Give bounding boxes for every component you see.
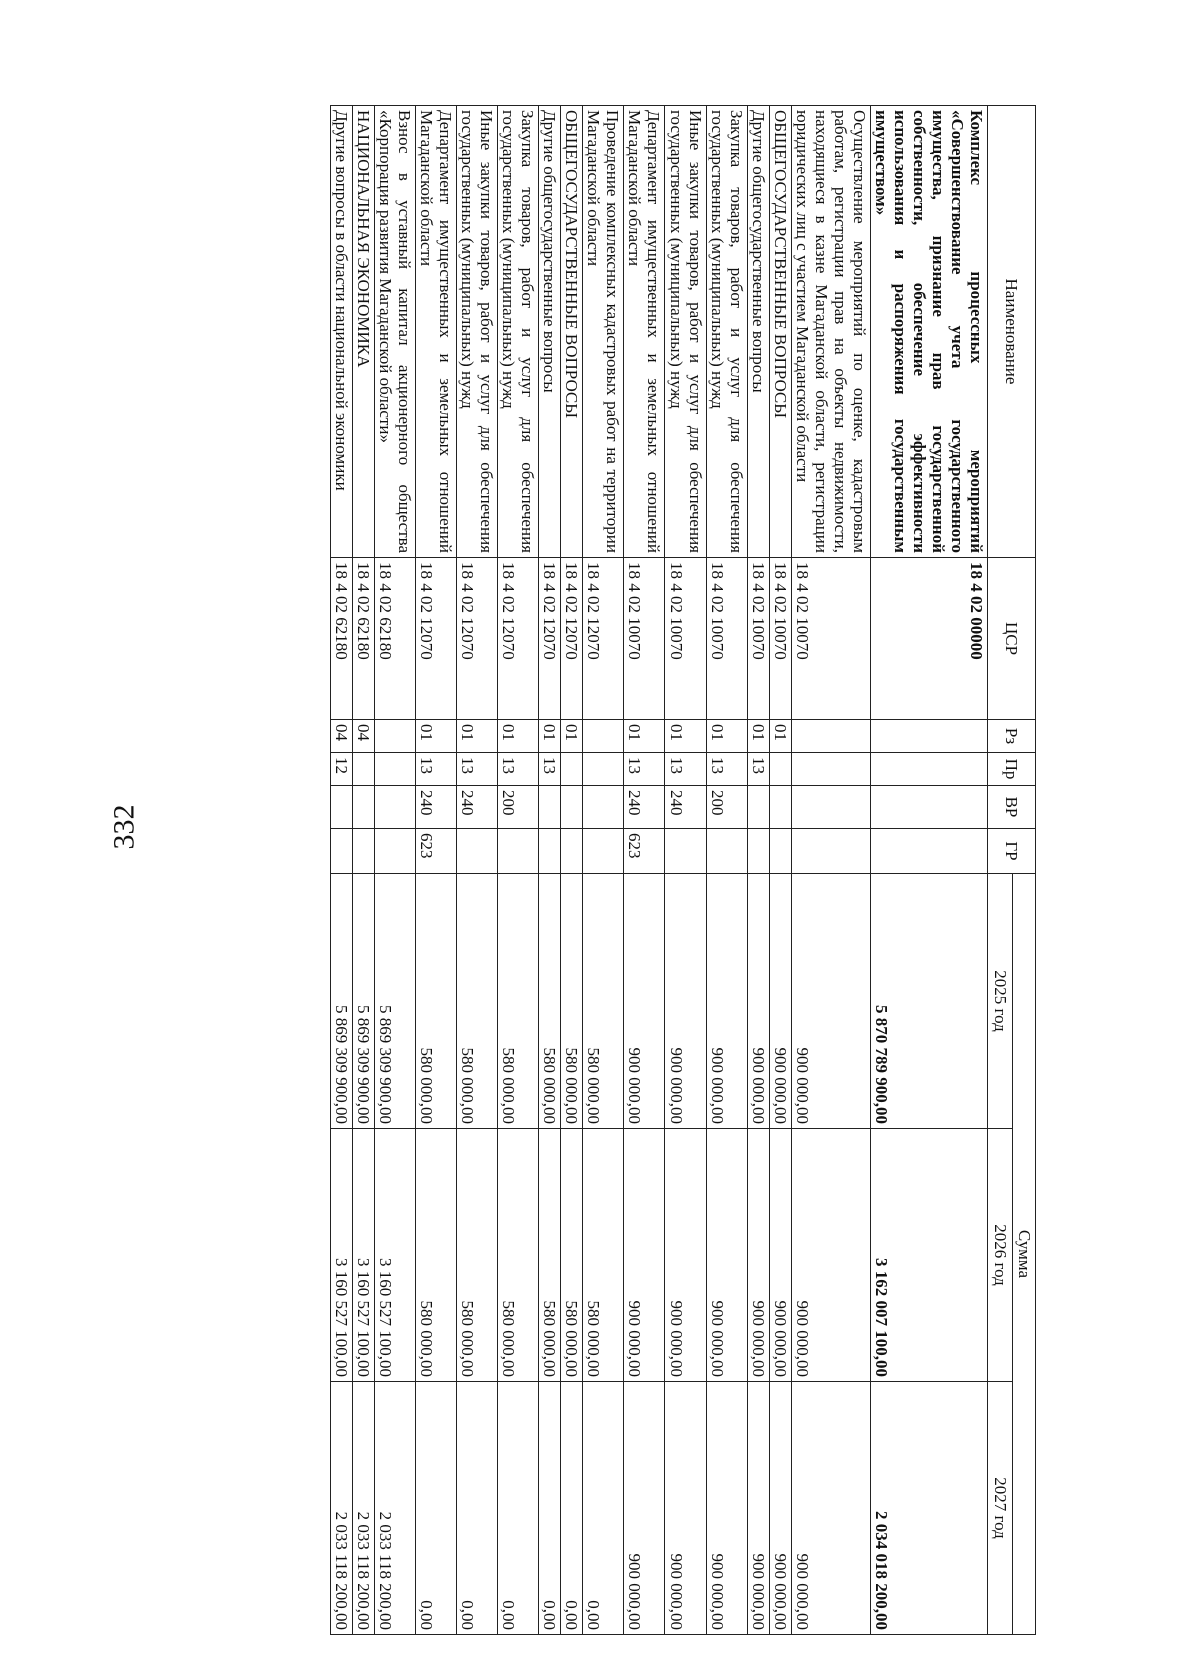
row-pr (769, 753, 791, 786)
row-sum-2026: 580 000,00 (498, 1129, 539, 1382)
row-sum-2027: 900 000,00 (769, 1382, 791, 1635)
row-vr: 240 (665, 786, 706, 829)
row-name: Департамент имущественных и земельных отношений Магаданской области (416, 106, 457, 558)
row-sum-2025: 900 000,00 (791, 874, 870, 1129)
header-row-1 (1013, 106, 1036, 1635)
row-rz: 01 (416, 720, 457, 753)
row-vr (331, 786, 353, 829)
row-sum-2027: 900 000,00 (706, 1382, 747, 1635)
row-sum-2025: 580 000,00 (498, 874, 539, 1129)
row-vr: 200 (706, 786, 747, 829)
row-csr: 18 4 02 12070 (416, 558, 457, 720)
row-vr (375, 786, 416, 829)
table-row (624, 106, 665, 1635)
row-name: НАЦИОНАЛЬНАЯ ЭКОНОМИКА (353, 106, 375, 558)
row-rz (791, 720, 870, 753)
row-sum-2026: 3 160 527 100,00 (353, 1129, 375, 1382)
row-gr: 623 (416, 829, 457, 874)
page-number: 332 (107, 804, 141, 850)
row-name: Взнос в уставный капитал акционерного общества «Корпорация развития Магаданской области» (375, 106, 416, 558)
row-vr: 240 (457, 786, 498, 829)
table-row (331, 106, 353, 1635)
row-csr: 18 4 02 12070 (561, 558, 583, 720)
row-pr (375, 753, 416, 786)
header-2026: 2026 год (988, 1129, 1013, 1382)
row-pr (561, 753, 583, 786)
row-sum-2025: 900 000,00 (769, 874, 791, 1129)
row-rz: 04 (331, 720, 353, 753)
table-row (457, 106, 498, 1635)
row-vr (747, 786, 769, 829)
row-sum-2027: 2 033 118 200,00 (375, 1382, 416, 1635)
row-sum-2026: 580 000,00 (583, 1129, 624, 1382)
row-vr (791, 786, 870, 829)
row-sum-2026: 900 000,00 (791, 1129, 870, 1382)
header-sum: Сумма (1013, 874, 1036, 1635)
row-csr: 18 4 02 00000 (870, 558, 987, 720)
table-row (583, 106, 624, 1635)
row-pr: 13 (498, 753, 539, 786)
row-vr: 240 (416, 786, 457, 829)
row-sum-2026: 900 000,00 (624, 1129, 665, 1382)
row-sum-2026: 900 000,00 (706, 1129, 747, 1382)
row-rz: 04 (353, 720, 375, 753)
row-csr: 18 4 02 10070 (769, 558, 791, 720)
row-sum-2025: 5 869 309 900,00 (331, 874, 353, 1129)
row-rz: 01 (561, 720, 583, 753)
row-vr: 200 (498, 786, 539, 829)
header-name: Наименование (988, 106, 1036, 558)
row-sum-2026: 580 000,00 (539, 1129, 561, 1382)
header-rz: Рз (988, 720, 1036, 753)
row-csr: 18 4 02 62180 (353, 558, 375, 720)
row-sum-2025: 580 000,00 (539, 874, 561, 1129)
row-pr: 13 (539, 753, 561, 786)
table-row (498, 106, 539, 1635)
row-sum-2026: 580 000,00 (416, 1129, 457, 1382)
row-pr (791, 753, 870, 786)
row-rz: 01 (539, 720, 561, 753)
table-row (416, 106, 457, 1635)
row-sum-2025: 900 000,00 (624, 874, 665, 1129)
row-gr (561, 829, 583, 874)
table-row (791, 106, 870, 1635)
row-vr (583, 786, 624, 829)
row-sum-2027: 900 000,00 (665, 1382, 706, 1635)
row-csr: 18 4 02 12070 (457, 558, 498, 720)
row-name: ОБЩЕГОСУДАРСТВЕННЫЕ ВОПРОСЫ (769, 106, 791, 558)
row-name: Другие общегосударственные вопросы (747, 106, 769, 558)
table-row (747, 106, 769, 1635)
row-sum-2025: 5 870 789 900,00 (870, 874, 987, 1129)
row-csr: 18 4 02 62180 (375, 558, 416, 720)
row-vr (353, 786, 375, 829)
row-name: Комплекс процессных мероприятий «Совершенствование учета государственного имущества, признание прав государственной собственности, обеспечение эффективности использования и распоряжения государственным имуществом» (870, 106, 987, 558)
row-vr: 240 (624, 786, 665, 829)
row-sum-2027: 2 034 018 200,00 (870, 1382, 987, 1635)
row-name: ОБЩЕГОСУДАРСТВЕННЫЕ ВОПРОСЫ (561, 106, 583, 558)
header-vr: ВР (988, 786, 1036, 829)
budget-table (330, 105, 1036, 1635)
row-sum-2027: 0,00 (561, 1382, 583, 1635)
row-gr: 623 (624, 829, 665, 874)
row-pr (353, 753, 375, 786)
row-rz (870, 720, 987, 753)
row-vr (561, 786, 583, 829)
row-vr (870, 786, 987, 829)
row-pr (583, 753, 624, 786)
row-sum-2025: 5 869 309 900,00 (353, 874, 375, 1129)
row-rz: 01 (706, 720, 747, 753)
row-vr (539, 786, 561, 829)
row-sum-2026: 580 000,00 (457, 1129, 498, 1382)
row-gr (498, 829, 539, 874)
row-rz: 01 (624, 720, 665, 753)
row-sum-2027: 0,00 (416, 1382, 457, 1635)
row-csr: 18 4 02 10070 (665, 558, 706, 720)
table-row (706, 106, 747, 1635)
row-sum-2027: 0,00 (498, 1382, 539, 1635)
row-sum-2025: 580 000,00 (561, 874, 583, 1129)
row-name: Закупка товаров, работ и услуг для обеспечения государственных (муниципальных) нужд (706, 106, 747, 558)
row-sum-2027: 0,00 (457, 1382, 498, 1635)
row-sum-2027: 0,00 (583, 1382, 624, 1635)
row-pr (870, 753, 987, 786)
row-name: Департамент имущественных и земельных отношений Магаданской области (624, 106, 665, 558)
row-name: Иные закупки товаров, работ и услуг для обеспечения государственных (муниципальных) нужд (457, 106, 498, 558)
row-rz: 01 (498, 720, 539, 753)
row-sum-2027: 900 000,00 (747, 1382, 769, 1635)
table-row (769, 106, 791, 1635)
row-gr (747, 829, 769, 874)
row-csr: 18 4 02 10070 (791, 558, 870, 720)
row-rz: 01 (457, 720, 498, 753)
row-sum-2027: 0,00 (539, 1382, 561, 1635)
row-sum-2025: 580 000,00 (457, 874, 498, 1129)
rotated-table-wrapper (168, 105, 1036, 1634)
row-gr (665, 829, 706, 874)
header-gr: ГР (988, 829, 1036, 874)
row-name: Иные закупки товаров, работ и услуг для обеспечения государственных (муниципальных) нужд (665, 106, 706, 558)
row-gr (769, 829, 791, 874)
row-pr: 13 (665, 753, 706, 786)
row-gr (583, 829, 624, 874)
table-row (561, 106, 583, 1635)
row-sum-2025: 900 000,00 (747, 874, 769, 1129)
row-name: Осуществление мероприятий по оценке, кадастровым работам, регистрации прав на объекты недвижимости, находящиеся в казне Магаданской области, регистрации юридических лиц с участием Магаданской области (791, 106, 870, 558)
row-sum-2027: 900 000,00 (624, 1382, 665, 1635)
row-csr: 18 4 02 12070 (583, 558, 624, 720)
row-sum-2027: 2 033 118 200,00 (331, 1382, 353, 1635)
row-pr: 13 (624, 753, 665, 786)
row-sum-2026: 3 160 527 100,00 (375, 1129, 416, 1382)
row-gr (706, 829, 747, 874)
row-gr (791, 829, 870, 874)
row-name: Проведение комплексных кадастровых работ на территории Магаданской области (583, 106, 624, 558)
row-sum-2025: 580 000,00 (416, 874, 457, 1129)
row-sum-2027: 2 033 118 200,00 (353, 1382, 375, 1635)
row-rz: 01 (665, 720, 706, 753)
table-row (375, 106, 416, 1635)
row-sum-2025: 580 000,00 (583, 874, 624, 1129)
row-name: Закупка товаров, работ и услуг для обеспечения государственных (муниципальных) нужд (498, 106, 539, 558)
table-header (988, 106, 1036, 1635)
table-row (665, 106, 706, 1635)
row-pr: 13 (706, 753, 747, 786)
table-row (539, 106, 561, 1635)
table-row (870, 106, 987, 1635)
rotated-sheet (168, 105, 1036, 1634)
row-gr (331, 829, 353, 874)
row-sum-2026: 3 162 007 100,00 (870, 1129, 987, 1382)
row-csr: 18 4 02 62180 (331, 558, 353, 720)
header-2027: 2027 год (988, 1382, 1013, 1635)
row-csr: 18 4 02 12070 (539, 558, 561, 720)
row-pr: 13 (416, 753, 457, 786)
row-pr: 13 (747, 753, 769, 786)
row-pr: 13 (457, 753, 498, 786)
row-sum-2026: 900 000,00 (747, 1129, 769, 1382)
row-sum-2026: 900 000,00 (665, 1129, 706, 1382)
row-name: Другие общегосударственные вопросы (539, 106, 561, 558)
header-csr: ЦСР (988, 558, 1036, 720)
row-rz: 01 (747, 720, 769, 753)
row-gr (353, 829, 375, 874)
row-sum-2025: 900 000,00 (706, 874, 747, 1129)
row-sum-2025: 900 000,00 (665, 874, 706, 1129)
row-rz: 01 (769, 720, 791, 753)
table-body (331, 106, 988, 1635)
row-csr: 18 4 02 10070 (706, 558, 747, 720)
row-sum-2026: 3 160 527 100,00 (331, 1129, 353, 1382)
row-gr (870, 829, 987, 874)
row-sum-2025: 5 869 309 900,00 (375, 874, 416, 1129)
row-rz (583, 720, 624, 753)
table-row (353, 106, 375, 1635)
row-gr (375, 829, 416, 874)
row-sum-2026: 900 000,00 (769, 1129, 791, 1382)
row-csr: 18 4 02 12070 (498, 558, 539, 720)
row-gr (539, 829, 561, 874)
header-2025: 2025 год (988, 874, 1013, 1129)
row-sum-2026: 580 000,00 (561, 1129, 583, 1382)
row-gr (457, 829, 498, 874)
row-rz (375, 720, 416, 753)
header-pr: Пр (988, 753, 1036, 786)
row-csr: 18 4 02 10070 (624, 558, 665, 720)
row-name: Другие вопросы в области национальной экономики (331, 106, 353, 558)
row-vr (769, 786, 791, 829)
row-pr: 12 (331, 753, 353, 786)
row-csr: 18 4 02 10070 (747, 558, 769, 720)
row-sum-2027: 900 000,00 (791, 1382, 870, 1635)
